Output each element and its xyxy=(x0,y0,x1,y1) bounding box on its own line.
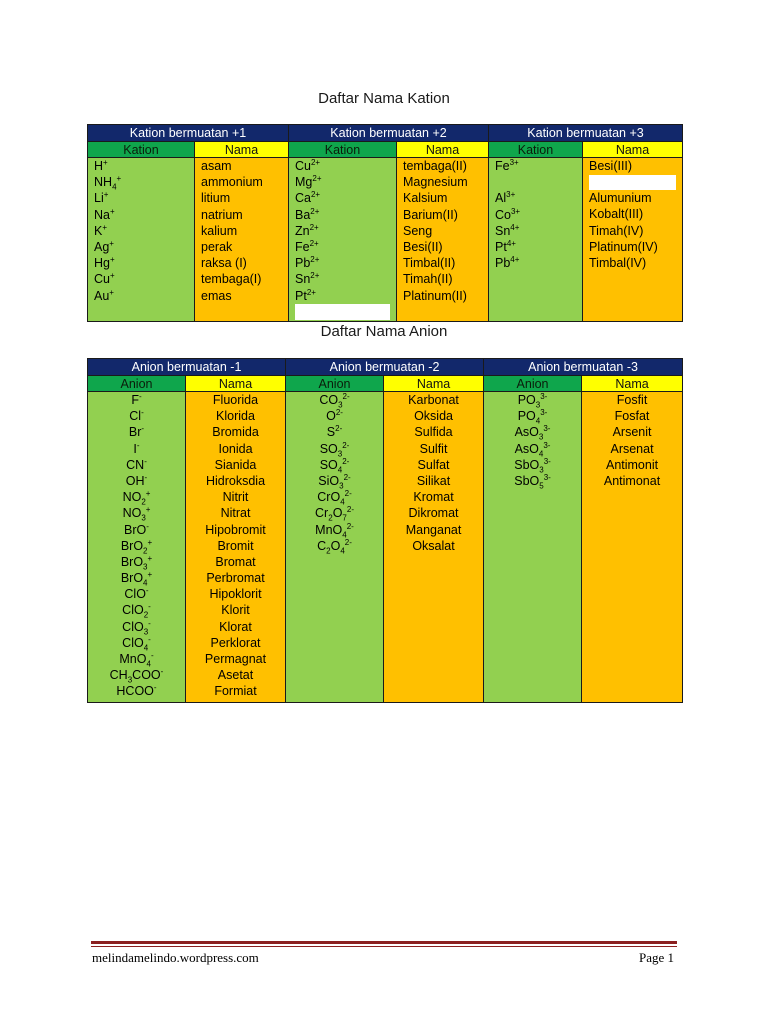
ion-formula: MnO$_4$- xyxy=(119,650,154,669)
ion-formula: BrO- xyxy=(124,521,149,537)
kation-sub-label: Kation xyxy=(88,142,195,158)
nama-sub-label: Nama xyxy=(186,376,286,392)
ion-name: Ionida xyxy=(218,441,253,456)
ion-name: Magnesium xyxy=(403,175,468,190)
ion-formula: $Ba^{2+}$ xyxy=(295,206,320,222)
ion-formula: Na+ xyxy=(94,206,115,222)
ion-name: Seng xyxy=(403,223,433,238)
ion-formula: $PO_4^{3-}$ xyxy=(517,408,548,426)
ion-name: Klorida xyxy=(216,409,255,424)
kation-plus3-name-column xyxy=(583,158,683,322)
ion-formula: SbO$_5^{3-}$ xyxy=(514,472,551,491)
anion-sub-label: Anion xyxy=(286,376,384,392)
ion-name: Barium(II) xyxy=(403,207,458,222)
ion-name: Nitrat xyxy=(220,506,251,521)
ion-formula: H+ xyxy=(94,157,108,173)
ion-formula: K+ xyxy=(94,222,108,238)
ion-formula: $Sn^{4+}$ xyxy=(495,222,520,238)
ion-name: Arsenit xyxy=(612,425,652,440)
ion-name: Bromat xyxy=(215,554,256,569)
ion-name: Timah(IV) xyxy=(589,223,644,238)
ion-name: litium xyxy=(201,191,231,206)
ion-formula: $Cr_2O_7^{2-}$ xyxy=(315,505,354,523)
ion-formula: $Pb^{4+}$ xyxy=(495,254,520,271)
footer-page-number: Page 1 xyxy=(638,950,674,965)
nama-sub-label: Nama xyxy=(397,142,489,158)
ion-formula: $Fe^{2+}$ xyxy=(295,238,319,254)
ion-name: Sulfit xyxy=(419,441,448,456)
ion-formula: $C_2O_4^{2-}$ xyxy=(317,537,352,556)
ion-formula: SbO$_3^{3-}$ xyxy=(514,456,551,475)
ion-formula: ClO$_3$- xyxy=(122,618,151,637)
ion-formula: $Pb^{2+}$ xyxy=(295,254,320,271)
ion-name: Nitrit xyxy=(222,490,249,505)
ion-formula: $O^{2-}$ xyxy=(326,408,343,424)
ion-formula: BrO$_2$+ xyxy=(120,537,153,556)
ion-name: Sianida xyxy=(214,457,257,472)
anion-minus3-name-column xyxy=(582,392,683,703)
ion-formula: BrO$_3$+ xyxy=(120,553,153,572)
ion-name: Oksalat xyxy=(412,538,455,553)
kation-title: Daftar Nama Kation xyxy=(318,90,450,107)
ion-name: Asetat xyxy=(217,668,254,683)
kation-plus2-name-column xyxy=(397,158,489,322)
ion-formula: Cu+ xyxy=(94,271,115,287)
ion-name: Fluorida xyxy=(212,393,259,407)
anion-header-1: Anion bermuatan -1 xyxy=(88,359,286,376)
ion-formula: $Zn^{2+}$ xyxy=(295,222,319,238)
ion-formula: Cl- xyxy=(129,408,144,424)
footer-site: melindamelindo.wordpress.com xyxy=(92,950,259,965)
ion-name: kalium xyxy=(201,223,238,238)
ion-formula: AsO$_4^{3-}$ xyxy=(514,440,551,459)
kation-plus1-ion-column xyxy=(88,158,195,322)
nama-sub-label: Nama xyxy=(582,376,683,392)
ion-name: natrium xyxy=(201,207,243,222)
ion-formula: Ag+ xyxy=(94,238,114,254)
anion-minus1-ion-column xyxy=(88,392,186,703)
ion-formula: MnO$_4^{2-}$ xyxy=(315,521,354,539)
footer-rule xyxy=(91,941,677,944)
anion-minus1-name-column xyxy=(186,392,286,703)
ion-name: Sulfida xyxy=(414,425,453,440)
ion-name: tembaga(I) xyxy=(201,272,262,287)
ion-formula: Li+ xyxy=(94,190,109,206)
ion-name: Hipoklorit xyxy=(209,587,262,602)
ion-name: raksa (I) xyxy=(201,256,247,271)
ion-formula: $CO_3^{2-}$ xyxy=(319,391,350,410)
ion-name: Klorat xyxy=(219,619,252,634)
ion-name: Bromit xyxy=(217,538,254,553)
ion-formula: ClO$_2$- xyxy=(122,602,151,620)
ion-formula: $Mg^{2+}$ xyxy=(295,174,322,190)
kation-sub-label: Kation xyxy=(289,142,397,158)
ion-name: Manganat xyxy=(405,522,462,537)
kation-plus2-ion-column xyxy=(289,158,397,322)
kation-table xyxy=(87,124,683,322)
ion-formula: SiO$_3^{2-}$ xyxy=(318,472,351,491)
ion-formula: Au+ xyxy=(94,287,114,303)
ion-formula: $CH_3COO^-$ xyxy=(109,667,164,685)
blank-box xyxy=(295,304,390,320)
ion-name: Permagnat xyxy=(204,652,267,666)
kation-sub-label: Kation xyxy=(489,142,583,158)
ion-name: Klorit xyxy=(221,603,250,618)
ion-name: Kromat xyxy=(413,490,454,505)
ion-name: Perklorat xyxy=(210,635,261,650)
ion-name: Kobalt(III) xyxy=(589,207,644,222)
ion-name: Hipobromit xyxy=(205,522,266,537)
ion-name: Antimonat xyxy=(603,473,661,488)
ion-formula: $NO_2^+$ xyxy=(122,488,151,507)
ion-name: asam xyxy=(201,159,232,173)
ion-name: Alumunium xyxy=(589,191,652,206)
ion-name: Besi(II) xyxy=(403,239,443,254)
kation-header-3: Kation bermuatan +3 xyxy=(489,125,683,142)
ion-name: Platinum(II) xyxy=(403,288,467,303)
ion-formula: ClO$_4$- xyxy=(122,634,151,653)
ion-formula: $Al^{3+}$ xyxy=(495,190,516,206)
ion-formula: $S^{2-}$ xyxy=(326,424,343,440)
ion-name: Dikromat xyxy=(408,506,459,521)
nama-sub-label: Nama xyxy=(583,142,683,158)
ion-formula: CrO$_4^{2-}$ xyxy=(317,488,352,507)
anion-sub-label: Anion xyxy=(88,376,186,392)
ion-name: Timbal(IV) xyxy=(589,255,647,270)
ion-formula: OH- xyxy=(125,472,148,488)
anion-minus3-ion-column xyxy=(484,392,582,703)
anion-minus2-name-column xyxy=(384,392,484,703)
ion-name: emas xyxy=(201,288,232,303)
ion-formula: $Cu^{2+}$ xyxy=(295,157,321,173)
ion-name: perak xyxy=(201,239,233,254)
ion-formula xyxy=(489,174,582,190)
ion-formula: $Pt^{2+}$ xyxy=(295,287,316,303)
ion-name: Timah(II) xyxy=(403,272,453,287)
anion-table xyxy=(87,358,683,703)
ion-formula: $PO_3^{3-}$ xyxy=(517,391,548,410)
blank-box xyxy=(589,175,676,190)
anion-sub-label: Anion xyxy=(484,376,582,392)
ion-name: Timbal(II) xyxy=(403,256,456,271)
anion-title: Daftar Nama Anion xyxy=(320,323,448,340)
ion-formula: BrO$_4$+ xyxy=(120,569,153,588)
ion-formula: F- xyxy=(131,391,142,407)
ion-name: Kalsium xyxy=(403,191,448,206)
ion-name: Fosfit xyxy=(616,393,648,407)
kation-header-1: Kation bermuatan +1 xyxy=(88,125,289,142)
ion-formula: $SO_4^{2-}$ xyxy=(319,456,350,475)
ion-formula: ClO- xyxy=(124,586,149,602)
ion-name: Platinum(IV) xyxy=(589,239,658,254)
ion-name: Sulfat xyxy=(417,457,450,472)
ion-name: Bromida xyxy=(212,425,259,440)
ion-name: tembaga(II) xyxy=(403,159,467,173)
ion-name: Silikat xyxy=(416,473,451,488)
ion-formula: $Fe^{3+}$ xyxy=(495,157,519,173)
ion-name: ammonium xyxy=(201,175,263,190)
ion-name: Perbromat xyxy=(206,571,265,586)
ion-name: Arsenat xyxy=(610,441,654,456)
ion-formula: $Co^{3+}$ xyxy=(495,206,521,222)
ion-formula: I- xyxy=(133,440,140,456)
kation-plus1-name-column xyxy=(195,158,289,322)
ion-formula: $SO_3^{2-}$ xyxy=(319,440,350,459)
ion-formula: CN- xyxy=(126,456,147,472)
ion-formula: $NH_4^+$ xyxy=(94,174,122,192)
ion-name: Fosfat xyxy=(614,409,650,424)
footer-rule-thin xyxy=(91,946,677,947)
ion-formula: Br- xyxy=(128,424,145,440)
ion-formula: $NO_3^+$ xyxy=(122,505,151,523)
ion-formula: Hg+ xyxy=(94,254,115,271)
ion-formula: HCOO- xyxy=(116,683,157,699)
kation-plus3-ion-column xyxy=(489,158,583,322)
ion-formula: $Sn^{2+}$ xyxy=(295,271,320,287)
kation-header-2: Kation bermuatan +2 xyxy=(289,125,489,142)
anion-minus2-ion-column xyxy=(286,392,384,703)
ion-formula: AsO$_3^{3-}$ xyxy=(514,424,551,442)
ion-name: Antimonit xyxy=(605,457,659,472)
ion-name: Oksida xyxy=(414,409,453,424)
ion-formula: $Pt^{4+}$ xyxy=(495,238,516,254)
ion-name: Hidroksdia xyxy=(205,473,266,488)
nama-sub-label: Nama xyxy=(384,376,484,392)
ion-formula: $Ca^{2+}$ xyxy=(295,190,321,206)
nama-sub-label: Nama xyxy=(195,142,289,158)
ion-name: Karbonat xyxy=(408,393,459,407)
ion-name: Besi(III) xyxy=(589,159,633,173)
anion-header-2: Anion bermuatan -2 xyxy=(286,359,484,376)
anion-header-3: Anion bermuatan -3 xyxy=(484,359,683,376)
ion-name: Formiat xyxy=(214,684,257,699)
